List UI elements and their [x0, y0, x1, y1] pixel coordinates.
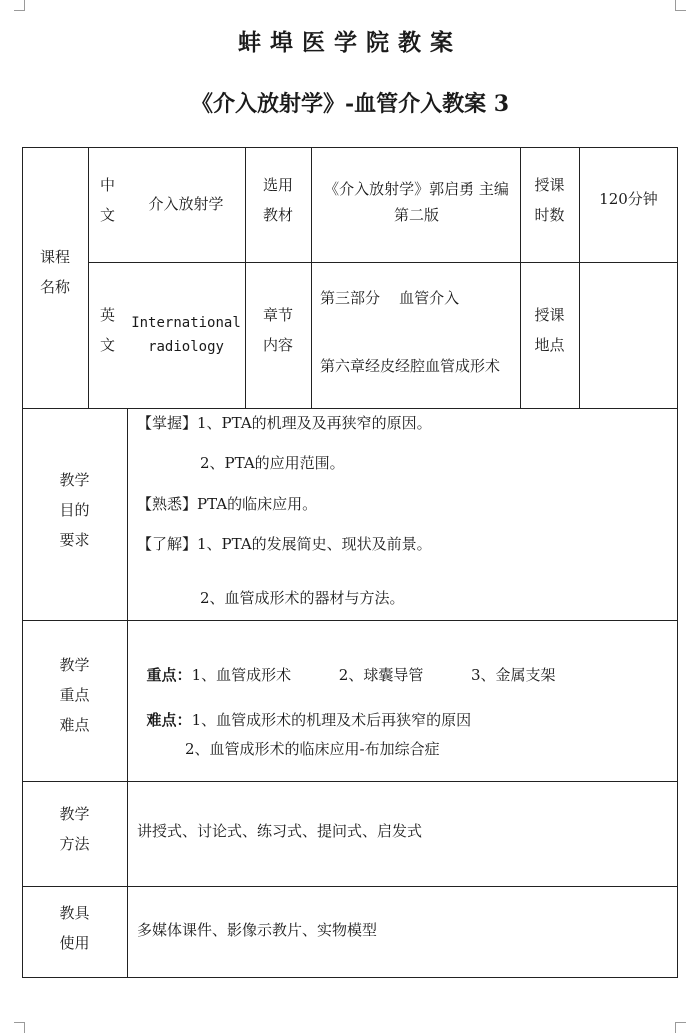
objective-master-2: 2、PTA的应用范围。	[200, 454, 345, 472]
difficulty-item-1: 1、血管成形术的机理及术后再狭窄的原因	[191, 711, 472, 729]
grid-line	[22, 781, 678, 782]
chapter-part: 第三部分 血管介入	[320, 289, 460, 307]
english-label: 英 文	[99, 306, 115, 354]
objective-understand-2: 2、血管成形术的器材与方法。	[200, 589, 405, 607]
corner-mark-bottom-left	[14, 1022, 25, 1033]
hours-label: 授课 时数	[534, 176, 565, 224]
textbook-label: 选用 教材	[262, 176, 293, 224]
page-subtitle: 《介入放射学》-血管介入教案 3	[190, 91, 510, 117]
corner-mark-top-left	[14, 0, 25, 11]
key-point-title: 重点：	[146, 666, 192, 684]
tools-label: 教具 使用	[59, 904, 90, 952]
objective-familiar: 【熟悉】PTA的临床应用。	[137, 495, 318, 513]
chapter-title: 第六章经皮经腔血管成形术	[320, 357, 501, 375]
objectives-label: 教学 目的 要求	[59, 471, 90, 549]
key-points-label: 教学 重点 难点	[59, 656, 90, 734]
chinese-label: 中 文	[99, 176, 115, 224]
location-label: 授课 地点	[534, 306, 565, 354]
chapter-label: 章节 内容	[262, 306, 293, 354]
grid-line	[22, 620, 678, 621]
chinese-course-name: 介入放射学	[148, 195, 224, 213]
method-label: 教学 方法	[59, 805, 90, 853]
objective-understand: 【了解】1、PTA的发展简史、现状及前景。	[137, 535, 432, 553]
difficulty-title: 难点：	[146, 711, 192, 729]
difficulty-item-2: 2、血管成形术的临床应用-布加综合症	[185, 740, 440, 758]
grid-line	[127, 408, 128, 978]
hours-value: 120分钟	[599, 190, 658, 208]
difficulty-row	[137, 691, 471, 730]
method-value: 讲授式、讨论式、练习式、提问式、启发式	[137, 822, 423, 840]
page-title: 蚌埠医学院教案	[238, 29, 462, 56]
tools-value: 多媒体课件、影像示教片、实物模型	[137, 921, 378, 939]
corner-mark-bottom-right	[675, 1022, 686, 1033]
grid-line	[22, 408, 678, 409]
textbook-value: 《介入放射学》郭启勇 主编 第二版	[324, 180, 509, 224]
corner-mark-top-right	[675, 0, 686, 11]
grid-line	[22, 886, 678, 887]
key-point-items: 1、血管成形术 2、球囊导管 3、金属支架	[191, 666, 556, 684]
objective-master: 【掌握】1、PTA的机理及及再狭窄的原因。	[137, 414, 432, 432]
key-point-row	[137, 646, 556, 685]
course-name-label: 课程 名称	[39, 248, 70, 296]
grid-line	[88, 262, 678, 263]
english-course-name: International radiology	[131, 315, 241, 355]
